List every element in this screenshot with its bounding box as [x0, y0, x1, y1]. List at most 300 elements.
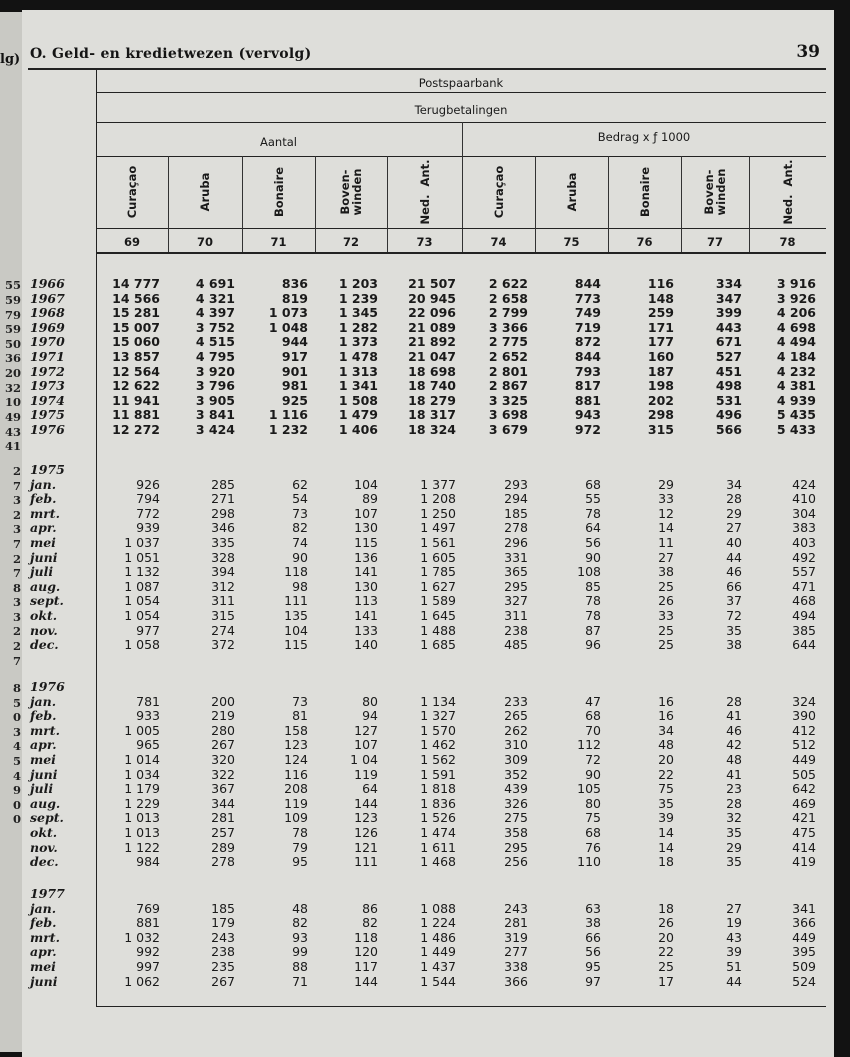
table-cell: 383 — [792, 520, 816, 536]
table-cell: 97 — [585, 973, 601, 989]
table-cell: 1 014 — [124, 752, 160, 767]
table-cell: 468 — [792, 593, 816, 609]
table-cell: 25 — [658, 959, 674, 974]
table-cell: 90 — [585, 766, 601, 782]
table-cell: 365 — [504, 564, 528, 580]
table-cell: 394 — [211, 564, 235, 580]
table-cell: 439 — [504, 781, 528, 797]
table-cell: 2 799 — [488, 305, 528, 321]
table-cell: 12 272 — [112, 422, 160, 437]
table-cell: 794 — [136, 491, 160, 507]
table-cell: 3 905 — [195, 392, 235, 408]
column-header-label: Aruba — [564, 172, 579, 212]
table-cell: 315 — [647, 422, 674, 437]
table-cell: 3 920 — [195, 363, 235, 379]
previous-page-fragment: 32 — [4, 381, 21, 395]
table-cell: 25 — [658, 578, 674, 594]
row-label: jan. — [30, 693, 57, 709]
header-rule-5 — [96, 252, 826, 254]
table-cell: 64 — [585, 520, 601, 536]
table-cell: 256 — [504, 854, 528, 870]
previous-page-fragment: 3 — [12, 493, 21, 507]
table-cell: 1 087 — [124, 578, 160, 594]
table-cell: 107 — [354, 737, 378, 753]
table-cell: 72 — [585, 752, 601, 767]
row-label: juni — [30, 766, 58, 782]
row-label: juni — [30, 549, 58, 565]
table-cell: 11 881 — [112, 407, 160, 423]
table-cell: 1 116 — [268, 407, 308, 423]
table-cell: 274 — [211, 622, 235, 638]
table-cell: 512 — [792, 737, 816, 753]
table-cell: 18 279 — [408, 392, 456, 408]
table-cell: 11 941 — [112, 392, 160, 408]
previous-page-fragment: 79 — [4, 308, 21, 322]
table-cell: 177 — [647, 334, 674, 350]
row-label: nov. — [30, 839, 58, 855]
table-cell: 1 544 — [420, 973, 456, 989]
table-cell: 118 — [354, 929, 378, 945]
table-cell: 367 — [211, 781, 235, 797]
table-cell: 111 — [354, 854, 378, 870]
table-cell: 4 232 — [776, 363, 816, 379]
table-cell: 32 — [726, 810, 742, 826]
table-cell: 1 449 — [420, 944, 456, 960]
table-cell: 113 — [354, 593, 378, 609]
table-cell: 1 048 — [268, 319, 308, 335]
table-cell: 403 — [792, 535, 816, 550]
table-cell: 80 — [362, 693, 378, 709]
table-cell: 327 — [504, 593, 528, 609]
table-cell: 41 — [726, 766, 742, 782]
table-cell: 117 — [354, 959, 378, 974]
header-rule-2 — [96, 122, 826, 123]
table-cell: 1 591 — [420, 766, 456, 782]
table-cell: 119 — [354, 766, 378, 782]
table-cell: 289 — [211, 839, 235, 855]
table-cell: 280 — [211, 722, 235, 738]
table-cell: 1 313 — [338, 363, 378, 379]
table-cell: 22 — [658, 766, 674, 782]
table-cell: 12 622 — [112, 378, 160, 394]
table-cell: 1 561 — [420, 535, 456, 550]
table-cell: 1 627 — [420, 578, 456, 594]
table-cell: 939 — [136, 520, 160, 536]
table-cell: 981 — [281, 378, 308, 394]
table-cell: 366 — [504, 973, 528, 989]
table-cell: 133 — [354, 622, 378, 638]
table-cell: 819 — [281, 290, 308, 306]
table-cell: 148 — [647, 290, 674, 306]
table-cell: 1 203 — [338, 276, 378, 291]
table-cell: 44 — [726, 973, 742, 989]
table-cell: 119 — [284, 795, 308, 811]
table-cell: 524 — [792, 973, 816, 989]
table-cell: 1 377 — [420, 476, 456, 492]
table-cell: 16 — [658, 693, 674, 709]
table-cell: 11 — [658, 535, 674, 550]
table-cell: 27 — [726, 520, 742, 536]
row-label: apr. — [30, 737, 57, 753]
table-cell: 451 — [715, 363, 742, 379]
table-cell: 72 — [726, 608, 742, 623]
block-year-label: 1976 — [30, 679, 65, 694]
row-label: 1969 — [30, 319, 65, 335]
row-label: jan. — [30, 476, 57, 492]
table-cell: 3 424 — [195, 422, 235, 437]
column-number: 78 — [779, 235, 796, 249]
table-cell: 3 698 — [488, 407, 528, 423]
previous-page-fragment: 0 — [12, 710, 21, 724]
table-cell: 56 — [585, 944, 601, 960]
table-cell: 419 — [792, 854, 816, 870]
table-cell: 14 — [658, 839, 674, 855]
table-cell: 56 — [585, 535, 601, 550]
table-cell: 2 867 — [488, 378, 528, 394]
table-cell: 39 — [726, 944, 742, 960]
table-cell: 68 — [585, 825, 601, 840]
column-number: 69 — [123, 235, 140, 249]
table-cell: 271 — [211, 491, 235, 507]
table-cell: 82 — [362, 915, 378, 931]
table-cell: 1 132 — [124, 564, 160, 580]
table-cell: 414 — [792, 839, 816, 855]
table-cell: 281 — [211, 810, 235, 826]
previous-page-fragment: 41 — [4, 439, 21, 453]
table-cell: 1 229 — [124, 795, 160, 811]
table-cell: 1 013 — [124, 810, 160, 826]
table-cell: 35 — [726, 854, 742, 870]
table-cell: 298 — [211, 505, 235, 521]
table-cell: 475 — [792, 825, 816, 840]
column-number: 77 — [706, 235, 723, 249]
table-cell: 1 034 — [124, 766, 160, 782]
table-cell: 836 — [281, 276, 308, 291]
top-rule — [28, 68, 826, 70]
previous-page-fragment: 49 — [4, 410, 21, 424]
table-cell: 1 327 — [420, 708, 456, 724]
table-cell: 769 — [136, 900, 160, 916]
table-cell: 48 — [658, 737, 674, 753]
table-cell: 42 — [726, 737, 742, 753]
table-cell: 33 — [658, 491, 674, 507]
table-cell: 1 497 — [420, 520, 456, 536]
table-cell: 20 — [658, 929, 674, 945]
row-label: aug. — [30, 795, 61, 811]
row-label: feb. — [30, 708, 57, 724]
table-cell: 141 — [354, 564, 378, 580]
previous-page-fragment: 59 — [4, 293, 21, 307]
table-cell: 331 — [504, 549, 528, 565]
table-cell: 185 — [504, 505, 528, 521]
table-cell: 509 — [792, 959, 816, 974]
column-header-label: Boven- winden — [338, 168, 364, 216]
table-cell: 116 — [647, 276, 674, 291]
table-cell: 2 801 — [488, 363, 528, 379]
table-cell: 312 — [211, 578, 235, 594]
table-cell: 1 474 — [420, 825, 456, 840]
table-cell: 1 005 — [124, 722, 160, 738]
table-cell: 1 054 — [124, 593, 160, 609]
table-cell: 28 — [726, 795, 742, 811]
table-cell: 38 — [658, 564, 674, 580]
table-cell: 3 679 — [488, 422, 528, 437]
aantal-label: Aantal — [260, 135, 297, 149]
table-cell: 87 — [585, 622, 601, 638]
table-cell: 46 — [726, 564, 742, 580]
table-cell: 115 — [354, 535, 378, 550]
table-cell: 1 054 — [124, 608, 160, 623]
table-cell: 3 325 — [488, 392, 528, 408]
header-rule-1 — [96, 92, 826, 93]
table-cell: 372 — [211, 637, 235, 653]
table-cell: 18 740 — [408, 378, 456, 394]
column-header-label: Boven- winden — [702, 168, 728, 216]
table-cell: 29 — [726, 839, 742, 855]
table-cell: 1 785 — [420, 564, 456, 580]
table-cell: 319 — [504, 929, 528, 945]
table-cell: 944 — [281, 334, 308, 350]
table-cell: 1 605 — [420, 549, 456, 565]
previous-page-fragment: 3 — [12, 725, 21, 739]
table-cell: 285 — [211, 476, 235, 492]
column-header-label: Bonaire — [271, 166, 286, 218]
table-cell: 48 — [726, 752, 742, 767]
table-cell: 4 494 — [776, 334, 816, 350]
table-cell: 41 — [726, 708, 742, 724]
table-cell: 14 — [658, 825, 674, 840]
row-label: 1974 — [30, 392, 65, 408]
table-cell: 238 — [211, 944, 235, 960]
table-cell: 1 179 — [124, 781, 160, 797]
table-cell: 15 060 — [112, 334, 160, 350]
table-cell: 124 — [284, 752, 308, 767]
table-cell: 73 — [292, 693, 308, 709]
row-label: jan. — [30, 900, 57, 916]
table-cell: 141 — [354, 608, 378, 623]
table-cell: 311 — [211, 593, 235, 609]
table-cell: 296 — [504, 535, 528, 550]
table-cell: 324 — [792, 693, 816, 709]
table-cell: 347 — [715, 290, 742, 306]
row-label: 1975 — [30, 407, 65, 423]
table-cell: 34 — [726, 476, 742, 492]
table-cell: 43 — [726, 929, 742, 945]
table-cell: 1 208 — [420, 491, 456, 507]
table-cell: 1 462 — [420, 737, 456, 753]
table-cell: 265 — [504, 708, 528, 724]
table-cell: 4 381 — [776, 378, 816, 394]
row-label: 1968 — [30, 305, 65, 321]
previous-page-fragment: 7 — [12, 479, 21, 493]
table-cell: 334 — [715, 276, 742, 291]
table-cell: 1 685 — [420, 637, 456, 653]
table-cell: 257 — [211, 825, 235, 840]
previous-page-fragment: 2 — [12, 624, 21, 638]
table-cell: 527 — [715, 349, 742, 364]
previous-page-fragment: 5 — [12, 696, 21, 710]
table-cell: 62 — [292, 476, 308, 492]
table-cell: 2 775 — [488, 334, 528, 350]
table-cell: 89 — [362, 491, 378, 507]
table-cell: 4 795 — [195, 349, 235, 364]
table-cell: 112 — [577, 737, 601, 753]
table-cell: 1 224 — [420, 915, 456, 931]
table-cell: 1 058 — [124, 637, 160, 653]
table-cell: 2 622 — [488, 276, 528, 291]
table-cell: 35 — [658, 795, 674, 811]
table-cell: 1 122 — [124, 839, 160, 855]
table-cell: 557 — [792, 564, 816, 580]
table-cell: 277 — [504, 944, 528, 960]
table-cell: 443 — [715, 319, 742, 335]
table-cell: 95 — [292, 854, 308, 870]
table-cell: 70 — [585, 722, 601, 738]
table-cell: 1 239 — [338, 290, 378, 306]
table-cell: 1 345 — [338, 305, 378, 321]
table-cell: 90 — [292, 549, 308, 565]
table-cell: 449 — [792, 752, 816, 767]
table-cell: 171 — [647, 319, 674, 335]
table-cell: 295 — [504, 839, 528, 855]
table-cell: 294 — [504, 491, 528, 507]
block-year-label: 1977 — [30, 886, 65, 901]
table-cell: 872 — [574, 334, 601, 350]
table-cell: 135 — [284, 608, 308, 623]
table-cell: 358 — [504, 825, 528, 840]
table-cell: 644 — [792, 637, 816, 653]
table-cell: 44 — [726, 549, 742, 565]
table-cell: 1 468 — [420, 854, 456, 870]
column-divider — [681, 156, 682, 252]
table-cell: 95 — [585, 959, 601, 974]
table-cell: 51 — [726, 959, 742, 974]
table-cell: 78 — [585, 505, 601, 521]
table-cell: 304 — [792, 505, 816, 521]
column-header-label: Curaçao — [125, 165, 139, 219]
table-cell: 127 — [354, 722, 378, 738]
document-page — [22, 10, 834, 1057]
row-label: dec. — [30, 637, 59, 653]
row-label: feb. — [30, 491, 57, 507]
table-cell: 78 — [292, 825, 308, 840]
previous-page-fragment: 4 — [12, 769, 21, 783]
previous-page-fragment: 9 — [12, 783, 21, 797]
row-label: dec. — [30, 854, 59, 870]
previous-page-fragment: 43 — [4, 425, 21, 439]
page-title: O. Geld- en kredietwezen (vervolg) — [30, 46, 312, 62]
table-cell: 85 — [585, 578, 601, 594]
row-label: mrt. — [30, 929, 60, 945]
table-cell: 104 — [354, 476, 378, 492]
table-cell: 4 397 — [195, 305, 235, 321]
table-cell: 94 — [362, 708, 378, 724]
table-cell: 1 478 — [338, 349, 378, 364]
table-cell: 344 — [211, 795, 235, 811]
previous-page-fragment: 50 — [4, 337, 21, 351]
previous-page-fragment: 2 — [12, 552, 21, 566]
table-cell: 3 916 — [776, 276, 816, 291]
table-cell: 37 — [726, 593, 742, 609]
table-cell: 26 — [658, 915, 674, 931]
column-number: 73 — [416, 235, 433, 249]
table-cell: 79 — [292, 839, 308, 855]
previous-page-fragment: 2 — [12, 508, 21, 522]
table-cell: 140 — [354, 637, 378, 653]
table-cell: 315 — [211, 608, 235, 623]
table-cell: 136 — [354, 549, 378, 565]
row-label: apr. — [30, 520, 57, 536]
table-cell: 233 — [504, 693, 528, 709]
previous-page-fragment: 55 — [4, 278, 21, 292]
table-cell: 238 — [504, 622, 528, 638]
table-cell: 424 — [792, 476, 816, 492]
table-cell: 471 — [792, 578, 816, 594]
row-label: mrt. — [30, 505, 60, 521]
table-cell: 3 366 — [488, 319, 528, 335]
table-cell: 34 — [658, 722, 674, 738]
table-cell: 82 — [292, 915, 308, 931]
table-cell: 1 373 — [338, 334, 378, 350]
table-cell: 68 — [585, 708, 601, 724]
table-cell: 267 — [211, 973, 235, 989]
table-cell: 54 — [292, 491, 308, 507]
table-cell: 926 — [136, 476, 160, 492]
table-cell: 202 — [647, 392, 674, 408]
table-cell: 22 096 — [408, 305, 456, 321]
table-cell: 5 435 — [776, 407, 816, 423]
block-year-label: 1975 — [30, 462, 65, 477]
previous-page-label: lg) — [0, 52, 21, 67]
table-cell: 18 698 — [408, 363, 456, 379]
table-cell: 278 — [211, 854, 235, 870]
table-cell: 295 — [504, 578, 528, 594]
table-cell: 1 645 — [420, 608, 456, 623]
table-cell: 107 — [354, 505, 378, 521]
previous-page-fragment: 36 — [4, 351, 21, 365]
table-cell: 1 486 — [420, 929, 456, 945]
table-cell: 531 — [715, 392, 742, 408]
table-cell: 27 — [726, 900, 742, 916]
table-cell: 73 — [292, 505, 308, 521]
table-cell: 81 — [292, 708, 308, 724]
table-cell: 66 — [585, 929, 601, 945]
table-cell: 99 — [292, 944, 308, 960]
table-cell: 88 — [292, 959, 308, 974]
table-cell: 322 — [211, 766, 235, 782]
table-cell: 1 282 — [338, 319, 378, 335]
table-cell: 496 — [715, 407, 742, 423]
sub-title: Terugbetalingen — [414, 103, 508, 117]
row-label: mrt. — [30, 722, 60, 738]
header-rule-3 — [96, 156, 826, 157]
table-cell: 63 — [585, 900, 601, 916]
table-cell: 78 — [585, 593, 601, 609]
table-cell: 20 945 — [408, 290, 456, 306]
table-cell: 3 926 — [776, 290, 816, 306]
previous-page-fragment: 20 — [4, 366, 21, 380]
column-number: 72 — [342, 235, 359, 249]
table-cell: 4 698 — [776, 319, 816, 335]
table-cell: 108 — [577, 564, 601, 580]
table-cell: 130 — [354, 578, 378, 594]
table-cell: 4 321 — [195, 290, 235, 306]
table-cell: 179 — [211, 915, 235, 931]
table-cell: 35 — [726, 825, 742, 840]
table-cell: 29 — [726, 505, 742, 521]
table-cell: 75 — [585, 810, 601, 826]
table-cell: 1 037 — [124, 535, 160, 550]
